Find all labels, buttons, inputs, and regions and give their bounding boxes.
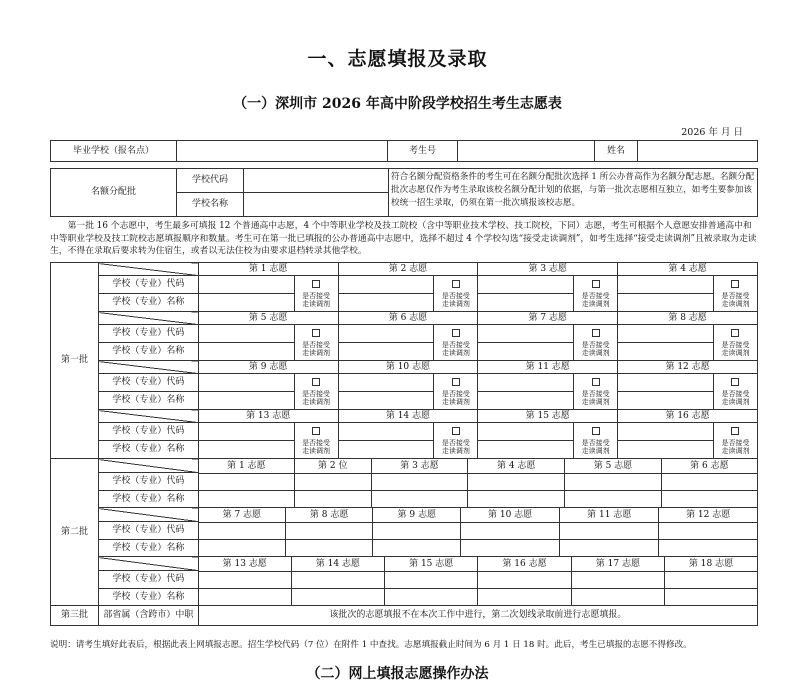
day-student-checkbox[interactable] xyxy=(294,423,338,459)
row-label-code: 学校（专业）代码 xyxy=(98,571,198,588)
checkbox-label: 是否接受走读调剂 xyxy=(581,389,610,406)
school-code-field[interactable] xyxy=(618,374,714,392)
row-label-code: 学校（专业）代码 xyxy=(98,374,198,392)
batch3-label: 第三批 xyxy=(51,606,99,626)
checkbox-label: 是否接受走读调剂 xyxy=(302,389,331,406)
school-code-field[interactable] xyxy=(478,374,574,392)
school-name-field[interactable] xyxy=(618,343,714,361)
checkbox-icon[interactable] xyxy=(731,427,739,435)
choice-header: 第 10 志愿 xyxy=(338,361,478,374)
school-name-field[interactable] xyxy=(291,588,384,605)
choice-header: 第 9 志愿 xyxy=(198,361,338,374)
school-code-field[interactable] xyxy=(199,571,291,588)
row-label-name: 学校（专业）名称 xyxy=(98,441,198,459)
choice-header: 第 4 志愿 xyxy=(468,459,565,473)
header-table xyxy=(50,140,758,162)
school-name-field[interactable] xyxy=(338,294,434,312)
checkbox-label: 是否接受走读调剂 xyxy=(302,340,331,357)
school-name-field[interactable] xyxy=(198,343,294,361)
diagonal-cell xyxy=(98,557,198,571)
checkbox-label: 是否接受走读调剂 xyxy=(302,438,331,455)
school-code-field[interactable] xyxy=(468,473,565,490)
day-student-checkbox[interactable] xyxy=(294,374,338,410)
school-name-field[interactable] xyxy=(618,392,714,410)
checkbox-icon[interactable] xyxy=(592,280,600,288)
day-student-checkbox[interactable] xyxy=(434,276,478,312)
row-label-name: 学校（专业）名称 xyxy=(98,343,198,361)
choice-header: 第 2 位 xyxy=(294,459,371,473)
choice-header: 第 1 志愿 xyxy=(198,263,338,276)
form-subtitle: （一）深圳市 2026 年高中阶段学校招生考生志愿表 xyxy=(233,96,562,112)
batch2-grid xyxy=(198,557,757,606)
school-name-field[interactable] xyxy=(198,441,294,459)
school-code-field[interactable] xyxy=(659,522,757,539)
school-code-field[interactable] xyxy=(478,571,571,588)
footnote: 说明：请考生填好此表后，根据此表上网填报志愿。招生学校代码（7 位）在附件 1 中查找。志愿填报截止时间为 6 月 1 日 18 时。此后，考生已填报的志愿不得修改。 xyxy=(50,640,692,650)
row-label-code: 学校（专业）代码 xyxy=(98,522,198,539)
checkbox-label: 是否接受走读调剂 xyxy=(441,291,470,308)
checkbox-icon[interactable] xyxy=(731,378,739,386)
school-name-field[interactable] xyxy=(198,392,294,410)
row-label-name: 学校（专业）名称 xyxy=(98,490,198,507)
school-code-field[interactable] xyxy=(478,276,574,294)
school-name-field[interactable] xyxy=(478,441,574,459)
day-student-checkbox[interactable] xyxy=(434,374,478,410)
row-label-code: 学校（专业）代码 xyxy=(98,423,198,441)
day-student-checkbox[interactable] xyxy=(574,325,618,361)
diagonal-cell xyxy=(98,410,198,423)
checkbox-label: 是否接受走读调剂 xyxy=(581,291,610,308)
diagonal-cell xyxy=(98,459,198,473)
choices-table xyxy=(50,262,758,626)
quota-code-label: 学校代码 xyxy=(177,169,244,193)
school-name-field[interactable] xyxy=(373,539,461,556)
choice-header: 第 8 志愿 xyxy=(285,508,373,522)
batch2-grid xyxy=(198,459,757,508)
choice-header: 第 7 志愿 xyxy=(199,508,286,522)
school-name-field[interactable] xyxy=(618,441,714,459)
checkbox-label: 是否接受走读调剂 xyxy=(721,389,750,406)
choice-header: 第 6 志愿 xyxy=(338,312,478,325)
batch1-label: 第一批 xyxy=(51,263,99,459)
quota-table xyxy=(50,168,758,217)
choice-header: 第 14 志愿 xyxy=(291,557,384,571)
school-code-field[interactable] xyxy=(665,571,757,588)
exam-no-label: 考生号 xyxy=(388,141,458,162)
school-code-field[interactable] xyxy=(198,276,294,294)
school-name-field[interactable] xyxy=(560,539,659,556)
school-code-field[interactable] xyxy=(571,571,664,588)
checkbox-icon[interactable] xyxy=(312,378,320,386)
school-name-field[interactable] xyxy=(338,392,434,410)
day-student-checkbox[interactable] xyxy=(434,423,478,459)
school-code-field[interactable] xyxy=(618,423,714,441)
day-student-checkbox[interactable] xyxy=(294,276,338,312)
school-name-field[interactable] xyxy=(338,441,434,459)
choice-header: 第 11 志愿 xyxy=(560,508,659,522)
choice-header: 第 14 志愿 xyxy=(338,410,478,423)
school-name-field[interactable] xyxy=(198,294,294,312)
school-code-field[interactable] xyxy=(478,423,574,441)
choice-header: 第 13 志愿 xyxy=(199,557,291,571)
school-code-field[interactable] xyxy=(371,473,468,490)
checkbox-icon[interactable] xyxy=(312,427,320,435)
choice-header: 第 1 志愿 xyxy=(199,459,295,473)
school-code-field[interactable] xyxy=(618,325,714,343)
diagonal-cell xyxy=(98,263,198,276)
row-label-name: 学校（专业）名称 xyxy=(98,392,198,410)
checkbox-icon[interactable] xyxy=(312,329,320,337)
school-name-field[interactable] xyxy=(199,490,295,507)
checkbox-icon[interactable] xyxy=(452,280,460,288)
school-name-field[interactable] xyxy=(618,294,714,312)
checkbox-label: 是否接受走读调剂 xyxy=(441,438,470,455)
checkbox-icon[interactable] xyxy=(592,329,600,337)
choice-header: 第 3 志愿 xyxy=(371,459,468,473)
school-code-field[interactable] xyxy=(198,325,294,343)
school-code-field[interactable] xyxy=(291,571,384,588)
school-code-field[interactable] xyxy=(461,522,560,539)
checkbox-icon[interactable] xyxy=(592,427,600,435)
choice-header: 第 16 志愿 xyxy=(478,557,571,571)
choice-header: 第 15 志愿 xyxy=(478,410,618,423)
batch3-note: 该批次的志愿填报不在本次工作中进行，第二次划线录取前进行志愿填报。 xyxy=(198,606,757,626)
day-student-checkbox[interactable] xyxy=(434,325,478,361)
choice-header: 第 13 志愿 xyxy=(198,410,338,423)
school-name-field[interactable] xyxy=(371,490,468,507)
checkbox-label: 是否接受走读调剂 xyxy=(441,389,470,406)
school-name-field[interactable] xyxy=(478,343,574,361)
checkbox-icon[interactable] xyxy=(452,329,460,337)
quota-note: 符合名额分配资格条件的考生可在名额分配批次选择 1 所公办普高作为名额分配志愿。名额分配批次志愿仅作为考生录取该校名额分配计划的依据，与第一批次志愿相互独立，如考生要参加该校统一招生录取，仍须在第一批次填报该校志愿。 xyxy=(389,169,758,217)
choice-header: 第 2 志愿 xyxy=(338,263,478,276)
next-section-title: （二）网上填报志愿操作办法 xyxy=(306,666,489,682)
school-code-field[interactable] xyxy=(338,276,434,294)
choice-header: 第 5 志愿 xyxy=(565,459,662,473)
checkbox-icon[interactable] xyxy=(731,280,739,288)
batch3-sub-label: 部省属（含跨市）中职 xyxy=(98,606,198,626)
date-line: 2026 年 月 日 xyxy=(681,127,743,138)
row-label-name: 学校（专业）名称 xyxy=(98,294,198,312)
checkbox-label: 是否接受走读调剂 xyxy=(721,291,750,308)
checkbox-label: 是否接受走读调剂 xyxy=(721,340,750,357)
school-code-field[interactable] xyxy=(560,522,659,539)
school-name-field[interactable] xyxy=(385,588,478,605)
batch2-label: 第二批 xyxy=(51,459,99,606)
choice-header: 第 3 志愿 xyxy=(478,263,618,276)
school-name-field[interactable] xyxy=(659,539,757,556)
day-student-checkbox[interactable] xyxy=(294,325,338,361)
school-code-field[interactable] xyxy=(294,473,371,490)
quota-label: 名额分配批 xyxy=(51,169,177,217)
diagonal-cell xyxy=(98,312,198,325)
school-name-field[interactable] xyxy=(199,539,286,556)
diagonal-cell xyxy=(98,508,198,522)
name-label: 姓名 xyxy=(595,141,638,162)
checkbox-icon[interactable] xyxy=(452,378,460,386)
quota-name-label: 学校名称 xyxy=(177,193,244,217)
school-code-field[interactable] xyxy=(618,276,714,294)
school-name-field[interactable] xyxy=(565,490,662,507)
choice-header: 第 4 志愿 xyxy=(618,263,758,276)
choice-header: 第 16 志愿 xyxy=(618,410,758,423)
school-code-field[interactable] xyxy=(198,423,294,441)
choice-header: 第 7 志愿 xyxy=(478,312,618,325)
school-code-field[interactable] xyxy=(199,473,295,490)
day-student-checkbox[interactable] xyxy=(574,423,618,459)
school-name-field[interactable] xyxy=(285,539,373,556)
page-title: 一、志愿填报及录取 xyxy=(307,48,488,70)
quota-name-field[interactable] xyxy=(244,193,389,217)
school-code-field[interactable] xyxy=(385,571,478,588)
school-code-field[interactable] xyxy=(478,325,574,343)
school-code-field[interactable] xyxy=(373,522,461,539)
day-student-checkbox[interactable] xyxy=(713,423,757,459)
checkbox-label: 是否接受走读调剂 xyxy=(302,291,331,308)
instructions: 第一批 16 个志愿中，考生最多可填报 12 个普通高中志愿，4 个中等职业学校及技工院校（含中等职业技术学校、技工院校，下同）志愿，考生可根据个人意愿安排普通高中和中等职业学校及技工院校志愿填报顺序和数量。考生可在第一批已填报的公办普通高中志愿中，选择不超过 4 个学校勾选“接受走读调剂”，如考生选择“接受走读调剂”且被录取为走读生，不得在录取后要求转为住宿生，或者以无法住校为由要求退档转录其他学校。 xyxy=(50,221,757,256)
school-code-field[interactable] xyxy=(199,522,286,539)
checkbox-icon[interactable] xyxy=(731,329,739,337)
choice-header: 第 9 志愿 xyxy=(373,508,461,522)
choice-header: 第 12 志愿 xyxy=(659,508,757,522)
checkbox-label: 是否接受走读调剂 xyxy=(721,438,750,455)
school-name-field[interactable] xyxy=(199,588,291,605)
school-name-field[interactable] xyxy=(461,539,560,556)
school-code-field[interactable] xyxy=(661,473,757,490)
day-student-checkbox[interactable] xyxy=(713,325,757,361)
day-student-checkbox[interactable] xyxy=(574,374,618,410)
row-label-code: 学校（专业）代码 xyxy=(98,276,198,294)
choice-header: 第 18 志愿 xyxy=(665,557,757,571)
school-label: 毕业学校（报名点） xyxy=(51,141,177,162)
choice-header: 第 15 志愿 xyxy=(385,557,478,571)
school-name-field[interactable] xyxy=(478,588,571,605)
school-code-field[interactable] xyxy=(565,473,662,490)
school-name-field[interactable] xyxy=(571,588,664,605)
school-code-field[interactable] xyxy=(285,522,373,539)
checkbox-label: 是否接受走读调剂 xyxy=(441,340,470,357)
choice-header: 第 6 志愿 xyxy=(661,459,757,473)
school-code-field[interactable] xyxy=(338,423,434,441)
row-label-code: 学校（专业）代码 xyxy=(98,325,198,343)
batch2-grid xyxy=(198,508,757,557)
school-name-field[interactable] xyxy=(338,343,434,361)
checkbox-icon[interactable] xyxy=(312,280,320,288)
checkbox-label: 是否接受走读调剂 xyxy=(581,340,610,357)
diagonal-cell xyxy=(98,361,198,374)
school-name-field[interactable] xyxy=(478,294,574,312)
school-name-field[interactable] xyxy=(661,490,757,507)
day-student-checkbox[interactable] xyxy=(574,276,618,312)
checkbox-icon[interactable] xyxy=(452,427,460,435)
choice-header: 第 12 志愿 xyxy=(618,361,758,374)
school-name-field[interactable] xyxy=(665,588,757,605)
checkbox-label: 是否接受走读调剂 xyxy=(581,438,610,455)
checkbox-icon[interactable] xyxy=(592,378,600,386)
row-label-name: 学校（专业）名称 xyxy=(98,588,198,605)
choice-header: 第 8 志愿 xyxy=(618,312,758,325)
choice-header: 第 10 志愿 xyxy=(461,508,560,522)
choice-header: 第 5 志愿 xyxy=(198,312,338,325)
school-name-field[interactable] xyxy=(294,490,371,507)
school-name-field[interactable] xyxy=(478,392,574,410)
row-label-code: 学校（专业）代码 xyxy=(98,473,198,490)
school-code-field[interactable] xyxy=(338,374,434,392)
choice-header: 第 17 志愿 xyxy=(571,557,664,571)
school-code-field[interactable] xyxy=(198,374,294,392)
name-field[interactable] xyxy=(638,141,758,162)
school-name-field[interactable] xyxy=(468,490,565,507)
row-label-name: 学校（专业）名称 xyxy=(98,539,198,556)
school-field[interactable] xyxy=(177,141,388,162)
school-code-field[interactable] xyxy=(338,325,434,343)
exam-no-field[interactable] xyxy=(458,141,595,162)
day-student-checkbox[interactable] xyxy=(713,276,757,312)
day-student-checkbox[interactable] xyxy=(713,374,757,410)
choice-header: 第 11 志愿 xyxy=(478,361,618,374)
quota-code-field[interactable] xyxy=(244,169,389,193)
